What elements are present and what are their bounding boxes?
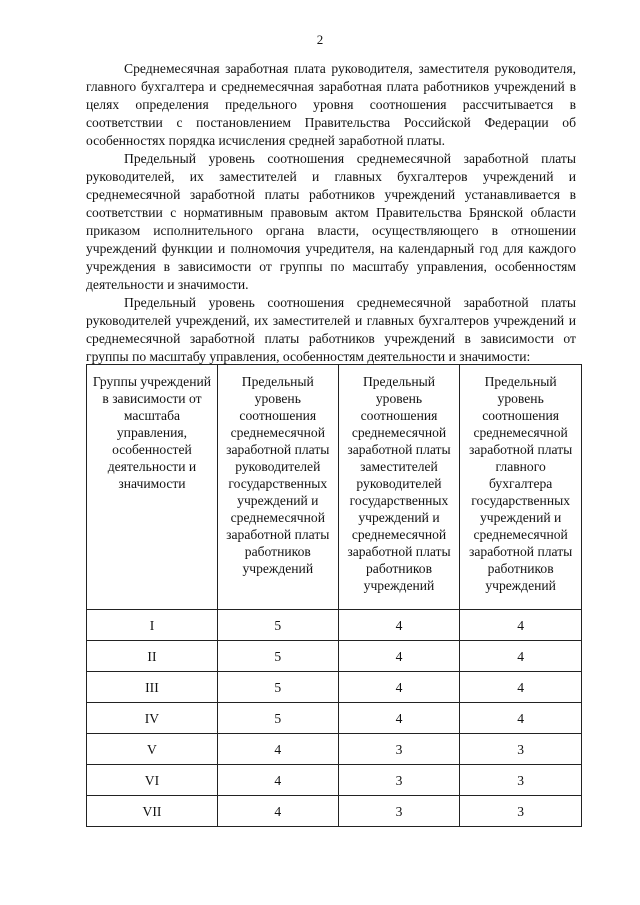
- value-cell: 5: [217, 641, 338, 672]
- paragraph: Предельный уровень соотношения среднемесячной заработной платы руководителей, их заместителей и главных бухгалтеров учреждений и среднемесячной заработной платы работников учреждений устанавливается в соответствии с нормативным правовым актом Правительства Брянской области приказом исполнительного органа власти, осуществляющего в отношении учреждений функции и полномочия учредителя, на календарный год для каждого учреждения в зависимости от группы по масштабу управления, особенностям деятельности и значимости.: [86, 151, 576, 292]
- page-number: 2: [316, 32, 324, 47]
- value-cell: 3: [460, 765, 582, 796]
- salary-ratio-table: [86, 364, 582, 827]
- value-cell: 5: [217, 703, 338, 734]
- table-row: [87, 703, 582, 734]
- group-cell: II: [87, 641, 218, 672]
- value-cell: 5: [217, 672, 338, 703]
- value-cell: 3: [460, 796, 582, 827]
- value-cell: 3: [338, 796, 460, 827]
- value-cell: 4: [217, 765, 338, 796]
- table-row: [87, 734, 582, 765]
- table-row: [87, 672, 582, 703]
- group-cell: V: [87, 734, 218, 765]
- group-cell: IV: [87, 703, 218, 734]
- body-text: [86, 60, 576, 366]
- value-cell: 4: [217, 734, 338, 765]
- paragraph: Предельный уровень соотношения среднемесячной заработной платы руководителей учреждений, их заместителей и главных бухгалтеров учреждений и среднемесячной заработной платы работников учреждений в зависимости от группы по масштабу управления, особенностям деятельности и значимости:: [86, 295, 576, 364]
- table-row: [87, 796, 582, 827]
- table-row: [87, 610, 582, 641]
- group-cell: VI: [87, 765, 218, 796]
- table-header-row: [87, 365, 582, 610]
- table-row: [87, 765, 582, 796]
- value-cell: 4: [338, 703, 460, 734]
- group-cell: III: [87, 672, 218, 703]
- value-cell: 4: [338, 610, 460, 641]
- value-cell: 5: [217, 610, 338, 641]
- header-head-ratio: Предельный уровень соотношения среднемесячной заработной платы руководителей государственных учреждений и среднемесячной заработной платы работников учреждений: [217, 365, 338, 610]
- group-cell: VII: [87, 796, 218, 827]
- header-deputy-ratio: Предельный уровень соотношения среднемесячной заработной платы заместителей руководителей государственных учреждений и среднемесячной заработной платы работников учреждений: [338, 365, 460, 610]
- header-group: Группы учреждений в зависимости от масштаба управления, особенностей деятельности и значимости: [87, 365, 218, 610]
- value-cell: 3: [338, 734, 460, 765]
- value-cell: 4: [338, 672, 460, 703]
- paragraph: Среднемесячная заработная плата руководителя, заместителя руководителя, главного бухгалтера и среднемесячная заработная плата работников учреждений в целях определения предельного уровня соотношения рассчитывается в соответствии с постановлением Правительства Российской Федерации об особенностях порядка исчисления средней заработной платы.: [86, 61, 576, 148]
- value-cell: 4: [460, 672, 582, 703]
- group-cell: I: [87, 610, 218, 641]
- table-row: [87, 641, 582, 672]
- value-cell: 4: [460, 641, 582, 672]
- value-cell: 4: [217, 796, 338, 827]
- value-cell: 4: [460, 610, 582, 641]
- value-cell: 4: [338, 641, 460, 672]
- value-cell: 4: [460, 703, 582, 734]
- value-cell: 3: [338, 765, 460, 796]
- value-cell: 3: [460, 734, 582, 765]
- header-accountant-ratio: Предельный уровень соотношения среднемесячной заработной платы главного бухгалтера государственных учреждений и среднемесячной заработной платы работников учреждений: [460, 365, 582, 610]
